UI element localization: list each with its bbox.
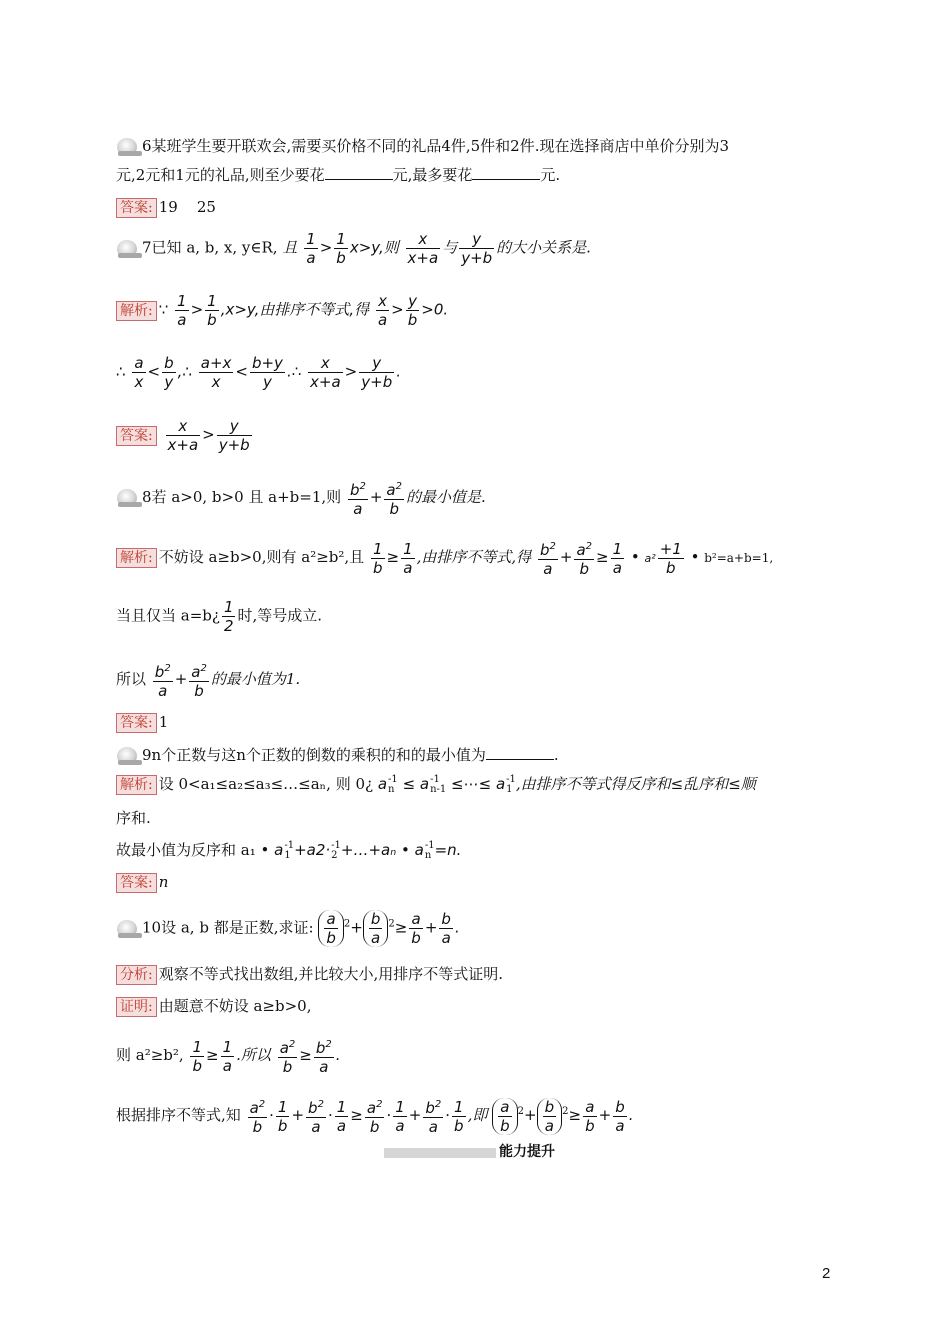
solution-text: 不妨设 a≥b>0,则有 a²≥b²,且 — [158, 548, 365, 566]
question-number: 10 — [142, 918, 162, 937]
solution-7-line2: ∴ $\frac{a}{x}$ < $\frac{b}{y}$ ,∴ $\frac{a+x}{x}$ < $\frac{b+y}{y}$ .∴ $\frac{x}{x+a}$ > $\frac{y}{y+b}$ . — [116, 354, 401, 391]
fraction: $\frac{a^2}{b}$ — [574, 538, 594, 578]
fraction: $\frac{1}{a}$ — [177, 292, 187, 329]
solution-text: +…+aₙ • — [340, 841, 410, 859]
answer-value: 1 — [158, 713, 169, 731]
solution-text: b²=a+b=1, — [704, 551, 774, 565]
question-8: 8若 a>0, b>0 且 a+b=1,则 $\frac{b^2}{a}$ + $\frac{a^2}{b}$ 的最小值是. — [116, 478, 836, 518]
solution-9-line2 — [116, 806, 836, 830]
question-text: 的大小关系是. — [496, 238, 591, 257]
fraction: $\frac{b+y}{y}$ — [251, 354, 283, 391]
solution-9-line3: 故最小值为反序和 a₁ • a -1 1 +a2· -1 2 +…+aₙ • a -1 n =n. — [116, 840, 462, 861]
answer-blank — [325, 165, 393, 180]
math-symbol: ∴ — [116, 362, 126, 381]
answer-8 — [116, 710, 836, 734]
bullet-icon — [116, 240, 142, 258]
fraction: $\frac{a+x}{x}$ — [200, 354, 232, 391]
solution-text: 故最小值为反序和 a₁ • — [116, 841, 270, 859]
fraction: $\frac{a^2}{b}$ — [384, 478, 404, 518]
answer-value: n — [158, 873, 169, 891]
solution-9-line1: 解析: 设 0<a₁≤a₂≤a₃≤…≤aₙ, 则 0¿ a -1 n ≤ a -1 n-1 ≤⋯≤ a -1 1 ,由排序不等式得反序和≤乱序和≤顺 — [116, 772, 836, 796]
fraction: $\frac{a}{x}$ — [134, 354, 144, 391]
solution-7-line1: 解析: ∵ $\frac{1}{a}$ > $\frac{1}{b}$ ,x>y,由排序不等式,得 $\frac{x}{a}$ > $\frac{y}{b}$ >0. — [116, 292, 836, 329]
proof-10-line3: 根据排序不等式,知 $\frac{a^2}{b}$ · $\frac{1}{b}$ + $\frac{b^2}{a}$ · $\frac{1}{a}$ ≥ $\frac{a^2}{b}$ · $\frac{1}{a}$ + $\frac{b^2}{a}$ · $\frac{1}{b}$ ,即 $\frac{a}{b}$ $^2$+ $\frac{b}{a}$ $^2$≥ $\frac{a}{b}$ + $\frac{b}{a}$ . — [116, 1097, 634, 1136]
fraction: $\frac{x}{x+a}$ — [310, 354, 341, 391]
solution-text: >0. — [421, 300, 449, 319]
math-symbol: ∵ — [158, 300, 169, 319]
question-text: 元. — [540, 166, 561, 184]
question-text: 元,最多要花 — [392, 166, 473, 184]
answer-7: 答案: $\frac{x}{x+a}$ > $\frac{y}{y+b}$ — [116, 417, 836, 454]
fraction: $\frac{b}{y}$ — [164, 354, 174, 391]
fraction: $\frac{1}{b}$ — [372, 539, 383, 577]
fraction: $\frac{y}{y+b}$ — [461, 230, 493, 267]
fraction: $\frac{1}{2}$ — [223, 598, 234, 635]
fraction: $\frac{1}{a}$ — [403, 539, 413, 577]
question-text: 已知 a, b, x, y∈R, — [151, 238, 278, 257]
solution-8-line1: 解析: 不妨设 a≥b>0,则有 a²≥b²,且 $\frac{1}{b}$ ≥ $\frac{1}{a}$ ,由排序不等式,得 $\frac{b^2}{a}$ + $\frac{a^2}{b}$ ≥ $\frac{1}{a}$ • a² $\frac{+1}{b}$ • b²=a+b=1, — [116, 538, 836, 578]
solution-text: ,由排序不等式,得 — [416, 548, 532, 566]
question-text: 元,2元和1元的礼品,则至少要花 — [116, 166, 325, 184]
solution-8-line3: 所以 $\frac{b^2}{a}$ + $\frac{a^2}{b}$ 的最小值为1. — [116, 660, 836, 700]
answer-9 — [116, 870, 836, 894]
question-number: 9 — [142, 746, 152, 764]
question-number: 8 — [142, 488, 152, 506]
fraction: $\frac{b^2}{a}$ — [153, 660, 173, 700]
fraction: $\frac{b^2}{a}$ — [538, 538, 558, 578]
fraction: $\frac{+1}{b}$ — [659, 539, 682, 577]
fraction: $\frac{1}{a}$ — [612, 539, 623, 577]
question-10: 10设 a, b 都是正数,求证: $\frac{a}{b}$ $^2$+ $\frac{b}{a}$ $^2$≥ $\frac{a}{b}$ + $\frac{b}{a}$ . — [116, 910, 836, 947]
fraction: $\frac{x}{a}$ — [377, 292, 388, 329]
analysis-label: 解析: — [116, 548, 157, 568]
fraction: $\frac{y}{y+b}$ — [361, 354, 393, 391]
question-text: 设 a, b 都是正数,求证: — [161, 918, 314, 937]
fraction: $\frac{b^2}{a}$ — [348, 478, 368, 518]
answer-blank — [486, 745, 554, 760]
proof-10-line2: 则 a²≥b², $\frac{1}{b}$ ≥ $\frac{1}{a}$ .所以 $\frac{a^2}{b}$ ≥ $\frac{b^2}{a}$ . — [116, 1037, 341, 1076]
analysis-10 — [116, 962, 836, 986]
analysis-label: 解析: — [116, 301, 157, 321]
fraction: $\frac{1}{a}$ — [306, 230, 316, 267]
analysis-text: 观察不等式找出数组,并比较大小,用排序不等式证明. — [158, 965, 504, 983]
bullet-icon — [116, 489, 142, 507]
answer-6 — [116, 195, 836, 219]
question-text: 与 — [442, 238, 458, 257]
fraction: $\frac{1}{b}$ — [207, 292, 217, 329]
question-text: 的最小值是. — [406, 488, 486, 506]
solution-text: 当且仅当 a=b¿ — [116, 606, 220, 625]
proof-text: 则 a²≥b², — [116, 1046, 184, 1064]
analysis-label: 分析: — [116, 965, 157, 985]
question-7: 7已知 a, b, x, y∈R, 且 $\frac{1}{a}$ > $\frac{1}{b}$ x>y,则 $\frac{x}{x+a}$ 与 $\frac{y}{y+b}$ 的大小关系是. — [116, 230, 836, 267]
answer-label: 答案: — [116, 873, 157, 893]
answer-value: 19 25 — [158, 198, 216, 216]
question-6 — [116, 134, 836, 158]
solution-8-line2 — [116, 598, 836, 635]
solution-text: 所以 — [116, 670, 147, 688]
answer-label: 答案: — [116, 198, 157, 218]
question-9 — [116, 743, 836, 767]
question-number: 6 — [142, 137, 152, 155]
fraction: $\frac{y}{b}$ — [407, 292, 418, 329]
proof-text: .所以 — [236, 1046, 271, 1064]
fraction: $\frac{a^2}{b}$ — [189, 660, 209, 700]
proof-text: 根据排序不等式,知 — [116, 1106, 241, 1124]
solution-text: 设 0<a₁≤a₂≤a₃≤…≤aₙ, 则 0¿ — [158, 775, 374, 793]
answer-label: 答案: — [116, 426, 157, 446]
fraction: $\frac{y}{y+b}$ — [218, 417, 250, 454]
proof-text: ,即 — [467, 1106, 488, 1124]
proof-text: 由题意不妨设 a≥b>0, — [158, 997, 312, 1015]
question-text: x>y,则 — [349, 238, 399, 257]
solution-text: 时,等号成立. — [237, 606, 323, 625]
section-bar — [384, 1148, 496, 1158]
solution-text: =n. — [434, 841, 462, 859]
question-text: 若 a>0, b>0 且 a+b=1,则 — [151, 488, 342, 506]
bullet-icon — [116, 138, 142, 156]
proof-label: 证明: — [116, 997, 157, 1017]
question-text: n个正数与这n个正数的倒数的乘积的和的最小值为 — [151, 746, 486, 764]
solution-text: ,由排序不等式得反序和≤乱序和≤顺 — [515, 775, 756, 793]
solution-text: ,x>y,由排序不等式,得 — [220, 300, 370, 319]
fraction: $\frac{1}{b}$ — [336, 230, 346, 267]
solution-text: 的最小值为1. — [210, 670, 301, 688]
solution-text: +a2· — [294, 841, 331, 859]
answer-blank — [472, 165, 540, 180]
fraction: $\frac{x}{x+a}$ — [407, 230, 439, 267]
analysis-label: 解析: — [116, 775, 157, 795]
bullet-icon — [116, 920, 142, 938]
bullet-icon — [116, 747, 142, 765]
page-number: 2 — [822, 1265, 831, 1282]
fraction: $\frac{x}{x+a}$ — [167, 417, 199, 454]
solution-text: 序和. — [116, 809, 151, 827]
question-text: 某班学生要开联欢会,需要买价格不同的礼品4件,5件和2件.现在选择商店中单价分别为3 — [151, 137, 730, 155]
answer-label: 答案: — [116, 713, 157, 733]
proof-10-line1 — [116, 994, 836, 1018]
question-number: 7 — [142, 238, 152, 257]
section-title: 能力提升 — [499, 1144, 555, 1160]
question-text: . — [553, 746, 559, 764]
question-6-line2 — [116, 163, 836, 187]
question-text: 且 — [282, 238, 298, 257]
